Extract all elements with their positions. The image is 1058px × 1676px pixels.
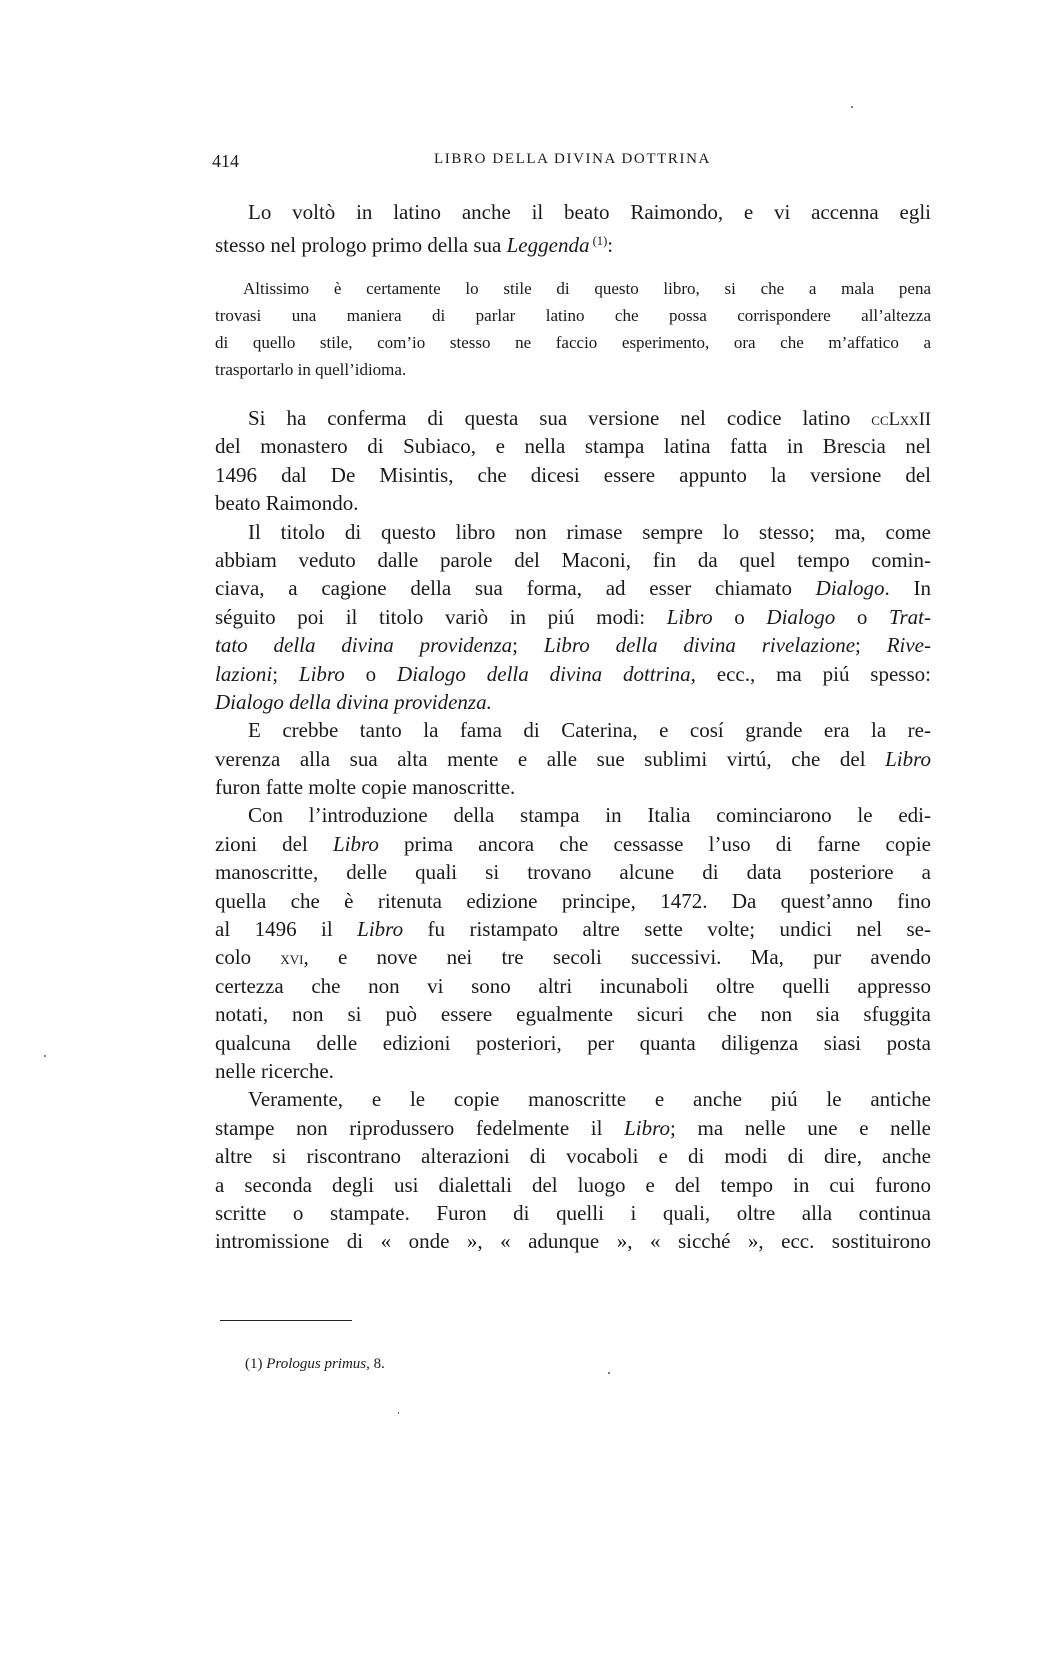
text-line	[215, 275, 931, 302]
block-quote	[215, 275, 931, 383]
text-run: beato Raimondo.	[215, 491, 359, 516]
text-run: , e nove nei tre secoli successivi. Ma, pur avendo	[303, 945, 931, 970]
text-run: Il titolo di questo libro non rimase sempre lo stesso; ma, come	[248, 519, 931, 544]
text-run: o	[835, 604, 889, 629]
text-run: prima ancora che cessasse l’uso di farne copie	[378, 831, 931, 856]
italic-run: Leggenda	[506, 232, 590, 257]
text-run: Veramente, e le copie manoscritte e anche piú le antiche	[248, 1087, 931, 1112]
text-run: del monastero di Subiaco, e nella stampa latina fatta in Brescia nel	[215, 434, 931, 459]
text-line	[215, 489, 931, 517]
text-run: altre si riscontrano alterazioni di vocaboli e di modi di dire, anche	[215, 1144, 931, 1169]
footnote-citation: Prologus primus	[266, 1356, 367, 1372]
text-run: o	[712, 604, 767, 629]
text-run: intromissione di « onde », « adunque », « sicché », ecc. sostituirono	[215, 1229, 931, 1254]
footnote-rest: , 8.	[366, 1356, 385, 1372]
text-run: o	[344, 661, 398, 686]
text-line	[215, 1000, 931, 1028]
text-line	[215, 972, 931, 1000]
footnote-rule	[220, 1320, 352, 1321]
text-line	[215, 631, 931, 659]
intro-paragraph	[215, 198, 931, 256]
text-line	[215, 198, 931, 227]
text-run: stesso nel prologo primo della sua	[215, 232, 507, 257]
italic-run: Libro	[624, 1115, 671, 1140]
text-run: ;	[855, 633, 887, 658]
text-line	[215, 356, 931, 383]
text-run: :	[607, 232, 614, 257]
text-line	[215, 716, 931, 744]
italic-run: Rive-	[886, 633, 931, 658]
text-line	[215, 943, 931, 971]
text-run: Altissimo è certamente lo stile di questo libro, si che a mala pena	[243, 279, 931, 298]
text-run: qualcuna delle edizioni posteriori, per quanta diligenza siasi posta	[215, 1030, 931, 1055]
scan-speck	[851, 106, 853, 108]
italic-run: Trat-	[888, 604, 932, 629]
text-line	[215, 1199, 931, 1227]
scan-speck	[608, 1372, 610, 1374]
text-run: fu ristampato altre sette volte; undici nel se-	[403, 917, 931, 942]
text-run: . In	[884, 576, 931, 601]
text-line	[215, 858, 931, 886]
text-line	[215, 432, 931, 460]
text-line	[215, 660, 931, 688]
text-line	[215, 1057, 931, 1085]
text-line	[215, 518, 931, 546]
text-line	[215, 461, 931, 489]
text-run: notati, non si può essere egualmente sicuri che non sia sfuggita	[215, 1002, 931, 1027]
italic-run: Dialogo della divina dottrina	[397, 661, 691, 686]
text-run: nelle ricerche.	[215, 1058, 334, 1083]
text-run: stampe non riprodussero fedelmente il	[215, 1115, 625, 1140]
text-run: abbiam veduto dalle parole del Maconi, fin da quel tempo comin-	[215, 547, 931, 572]
running-title: LIBRO DELLA DIVINA DOTTRINA	[434, 151, 711, 167]
italic-run: Libro della divina rivelazione	[543, 633, 856, 658]
italic-run: tato della divina providenza	[215, 633, 513, 658]
text-run: di quello stile, com’io stesso ne faccio esperimento, ora che m’affatico a	[215, 333, 931, 352]
footnote	[245, 1356, 385, 1373]
text-line	[215, 887, 931, 915]
text-line	[215, 574, 931, 602]
text-line	[215, 773, 931, 801]
text-run: ;	[512, 633, 544, 658]
text-line	[215, 603, 931, 631]
text-run: colo	[215, 945, 281, 970]
text-run: trasportarlo in quell’idioma.	[215, 360, 407, 379]
text-run: ;	[272, 661, 299, 686]
scan-speck	[398, 1412, 399, 1414]
text-run: ciava, a cagione della sua forma, ad esser chiamato	[215, 576, 816, 601]
text-line	[215, 1142, 931, 1170]
text-run: certezza che non vi sono altri incunaboli oltre quelli appresso	[215, 973, 931, 998]
text-run: zioni del	[215, 831, 333, 856]
italic-run: Libro	[332, 831, 379, 856]
footnote-reference: (1)	[589, 234, 608, 248]
text-run: Si ha conferma di questa sua versione nel codice latino	[248, 406, 872, 430]
page-number: 414	[212, 151, 239, 171]
text-run: , ecc., ma piú spesso:	[690, 661, 931, 686]
text-line	[215, 546, 931, 574]
text-run: séguito poi il titolo variò in piú modi:	[215, 604, 667, 629]
italic-run: Libro	[357, 917, 404, 942]
text-run: furon fatte molte copie manoscritte.	[215, 775, 516, 800]
text-run: verenza alla sua alta mente e alle sue sublimi virtú, che del	[215, 746, 886, 771]
text-line	[215, 1085, 931, 1113]
text-line	[215, 830, 931, 858]
text-line	[215, 915, 931, 943]
italic-run: lazioni	[215, 661, 273, 686]
text-run: Lo voltò in latino anche il beato Raimondo, e vi accenna egli	[248, 200, 931, 224]
text-line	[215, 1227, 931, 1255]
text-run: Con l’introduzione della stampa in Italia cominciarono le edi-	[248, 803, 931, 828]
text-run: quella che è ritenuta edizione principe, 1472. Da quest’anno fino	[215, 888, 931, 913]
text-run: al 1496 il	[215, 917, 358, 942]
italic-run: Dialogo	[766, 604, 836, 629]
italic-run: Libro	[666, 604, 713, 629]
text-line	[215, 1029, 931, 1057]
italic-run: Dialogo della divina providenza.	[215, 689, 492, 714]
text-line	[215, 302, 931, 329]
text-run: E crebbe tanto la fama di Caterina, e cosí grande era la re-	[248, 718, 931, 743]
text-line	[215, 404, 931, 432]
italic-run: Libro	[298, 661, 345, 686]
body-text	[215, 404, 931, 1256]
text-run: 1496 dal De Misintis, che dicesi essere appunto la versione del	[215, 462, 931, 487]
small-caps-run: xvi	[280, 948, 304, 969]
text-line	[215, 745, 931, 773]
text-line	[215, 801, 931, 829]
text-line	[215, 1171, 931, 1199]
italic-run: Dialogo	[815, 576, 885, 601]
text-run: manoscritte, delle quali si trovano alcune di data posteriore a	[215, 860, 931, 885]
text-run: a seconda degli usi dialettali del luogo e del tempo in cui furono	[215, 1172, 931, 1197]
text-line	[215, 329, 931, 356]
text-run: trovasi una maniera di parlar latino che possa corrispondere all’altezza	[215, 306, 931, 325]
footnote-marker: (1)	[245, 1356, 267, 1372]
text-line	[215, 1114, 931, 1142]
text-line	[215, 688, 931, 716]
text-run: ; ma nelle une e nelle	[670, 1115, 931, 1140]
text-run: scritte o stampate. Furon di quelli i quali, oltre alla continua	[215, 1200, 931, 1225]
italic-run: Libro	[885, 746, 931, 771]
text-line	[215, 227, 931, 256]
small-caps-run: ccLxxII	[871, 409, 931, 429]
scan-speck	[44, 1055, 46, 1057]
